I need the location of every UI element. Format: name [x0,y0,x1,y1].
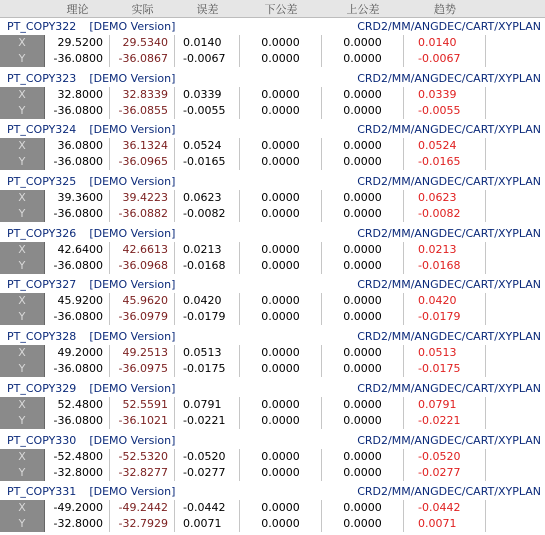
nominal-value: 36.0800 [45,138,110,154]
coordinate-mode: CRD2/MM/ANGDEC/CART/XYPLAN [357,330,541,344]
nominal-value: -52.4800 [45,449,110,465]
deviation-value: 0.0420 [175,293,240,309]
coordinate-mode: CRD2/MM/ANGDEC/CART/XYPLAN [357,278,541,292]
actual-value: -36.1021 [110,413,175,429]
row-filler [486,103,545,119]
row-filler [486,397,545,413]
trend-value: -0.0179 [404,309,486,325]
table-row[interactable] [0,103,545,119]
lower-tolerance-value: 0.0000 [240,206,322,222]
lower-tolerance-value: 0.0000 [240,397,322,413]
row-filler [486,413,545,429]
trend-value: 0.0339 [404,87,486,103]
deviation-value: -0.0055 [175,103,240,119]
table-row[interactable] [0,465,545,481]
point-block [0,328,545,380]
coordinate-mode: CRD2/MM/ANGDEC/CART/XYPLAN [357,381,541,395]
upper-tolerance-value: 0.0000 [322,190,404,206]
point-block [0,380,545,432]
coordinate-mode: CRD2/MM/ANGDEC/CART/XYPLAN [357,123,541,137]
point-name-group [7,70,175,87]
actual-value: -52.5320 [110,449,175,465]
axis-label: Y [0,516,45,532]
actual-value: -36.0968 [110,258,175,274]
axis-label: X [0,242,45,258]
axis-label: X [0,35,45,51]
axis-label: X [0,190,45,206]
coordinate-mode: CRD2/MM/ANGDEC/CART/XYPLAN [357,71,541,85]
actual-value: 39.4223 [110,190,175,206]
nominal-value: -36.0800 [45,103,110,119]
point-name[interactable]: PT_COPY326 [7,226,77,240]
nominal-value: 45.9200 [45,293,110,309]
lower-tolerance-value: 0.0000 [240,242,322,258]
table-row[interactable] [0,293,545,309]
axis-label: Y [0,51,45,67]
axis-label: X [0,449,45,465]
coordinate-mode: CRD2/MM/ANGDEC/CART/XYPLAN [357,485,541,499]
row-filler [486,154,545,170]
row-filler [486,190,545,206]
trend-value: 0.0791 [404,397,486,413]
table-row[interactable] [0,190,545,206]
nominal-value: -36.0800 [45,361,110,377]
trend-value: -0.0067 [404,51,486,67]
lower-tolerance-value: 0.0000 [240,293,322,309]
coordinate-mode: CRD2/MM/ANGDEC/CART/XYPLAN [357,433,541,447]
axis-label: X [0,500,45,516]
point-name-group [7,173,175,190]
measurement-list [0,18,545,535]
upper-tolerance-value: 0.0000 [322,345,404,361]
deviation-value: -0.0442 [175,500,240,516]
nominal-value: 49.2000 [45,345,110,361]
point-title [0,225,545,242]
row-filler [486,516,545,532]
actual-value: -36.0975 [110,361,175,377]
axis-label: X [0,345,45,361]
point-name-group [7,121,175,138]
lower-tolerance-value: 0.0000 [240,465,322,481]
actual-value: -36.0965 [110,154,175,170]
lower-tolerance-value: 0.0000 [240,361,322,377]
lower-tolerance-value: 0.0000 [240,35,322,51]
trend-value: 0.0071 [404,516,486,532]
actual-value: -32.8277 [110,465,175,481]
point-block [0,225,545,277]
actual-value: -49.2442 [110,500,175,516]
lower-tolerance-value: 0.0000 [240,309,322,325]
deviation-value: 0.0339 [175,87,240,103]
nominal-value: 39.3600 [45,190,110,206]
table-row[interactable] [0,87,545,103]
trend-value: 0.0140 [404,35,486,51]
trend-value: -0.0221 [404,413,486,429]
row-filler [486,345,545,361]
point-name-group [7,328,175,345]
deviation-value: -0.0520 [175,449,240,465]
nominal-value: -36.0800 [45,51,110,67]
column-header [0,0,545,18]
deviation-value: -0.0221 [175,413,240,429]
nominal-value: -49.2000 [45,500,110,516]
upper-tolerance-value: 0.0000 [322,500,404,516]
point-name-group [7,483,175,500]
table-row[interactable] [0,361,545,377]
lower-tolerance-value: 0.0000 [240,258,322,274]
header-upper-tol: 上公差 [346,2,380,16]
lower-tolerance-value: 0.0000 [240,138,322,154]
deviation-value: 0.0140 [175,35,240,51]
demo-version-tag: [DEMO Version] [89,278,176,292]
deviation-value: 0.0524 [175,138,240,154]
demo-version-tag: [DEMO Version] [89,433,176,447]
upper-tolerance-value: 0.0000 [322,413,404,429]
header-nominal: 理论 [66,2,89,16]
table-row[interactable] [0,206,545,222]
actual-value: 42.6613 [110,242,175,258]
axis-label: Y [0,309,45,325]
trend-value: -0.0442 [404,500,486,516]
point-title [0,483,545,500]
point-name-group [7,432,175,449]
coordinate-mode: CRD2/MM/ANGDEC/CART/XYPLAN [357,20,541,33]
demo-version-tag: [DEMO Version] [89,20,176,33]
upper-tolerance-value: 0.0000 [322,154,404,170]
axis-label: Y [0,206,45,222]
header-lower-tol: 下公差 [264,2,298,16]
upper-tolerance-value: 0.0000 [322,449,404,465]
axis-label: Y [0,103,45,119]
point-block [0,18,545,70]
deviation-value: 0.0213 [175,242,240,258]
row-filler [486,500,545,516]
deviation-value: 0.0791 [175,397,240,413]
trend-value: 0.0623 [404,190,486,206]
point-name-group [7,276,175,293]
upper-tolerance-value: 0.0000 [322,206,404,222]
actual-value: 52.5591 [110,397,175,413]
nominal-value: -36.0800 [45,206,110,222]
point-name[interactable]: PT_COPY330 [7,433,77,447]
point-name[interactable]: PT_COPY327 [7,278,77,292]
upper-tolerance-value: 0.0000 [322,35,404,51]
point-name[interactable]: PT_COPY324 [7,123,77,137]
table-row[interactable] [0,397,545,413]
trend-value: 0.0213 [404,242,486,258]
point-block [0,276,545,328]
trend-value: -0.0165 [404,154,486,170]
deviation-value: 0.0623 [175,190,240,206]
trend-value: -0.0277 [404,465,486,481]
actual-value: 49.2513 [110,345,175,361]
axis-label: X [0,138,45,154]
demo-version-tag: [DEMO Version] [89,330,176,344]
row-filler [486,449,545,465]
actual-value: -36.0979 [110,309,175,325]
point-title [0,328,545,345]
row-filler [486,361,545,377]
trend-value: -0.0520 [404,449,486,465]
demo-version-tag: [DEMO Version] [89,71,176,85]
actual-value: 32.8339 [110,87,175,103]
row-filler [486,35,545,51]
deviation-value: -0.0175 [175,361,240,377]
table-row[interactable] [0,138,545,154]
actual-value: 45.9620 [110,293,175,309]
demo-version-tag: [DEMO Version] [89,226,176,240]
nominal-value: -36.0800 [45,413,110,429]
upper-tolerance-value: 0.0000 [322,309,404,325]
lower-tolerance-value: 0.0000 [240,154,322,170]
point-name[interactable]: PT_COPY328 [7,330,77,344]
upper-tolerance-value: 0.0000 [322,51,404,67]
upper-tolerance-value: 0.0000 [322,138,404,154]
row-filler [486,293,545,309]
row-filler [486,51,545,67]
lower-tolerance-value: 0.0000 [240,516,322,532]
nominal-value: 52.4800 [45,397,110,413]
lower-tolerance-value: 0.0000 [240,500,322,516]
coordinate-mode: CRD2/MM/ANGDEC/CART/XYPLAN [357,175,541,189]
point-block [0,70,545,122]
trend-value: 0.0524 [404,138,486,154]
demo-version-tag: [DEMO Version] [89,485,176,499]
table-row[interactable] [0,51,545,67]
nominal-value: -36.0800 [45,258,110,274]
table-row[interactable] [0,516,545,532]
point-title [0,380,545,397]
trend-value: -0.0055 [404,103,486,119]
point-name[interactable]: PT_COPY325 [7,175,77,189]
row-filler [486,87,545,103]
lower-tolerance-value: 0.0000 [240,190,322,206]
table-row[interactable] [0,258,545,274]
point-name[interactable]: PT_COPY323 [7,71,77,85]
point-block [0,173,545,225]
point-title [0,173,545,190]
lower-tolerance-value: 0.0000 [240,51,322,67]
actual-value: 36.1324 [110,138,175,154]
nominal-value: -36.0800 [45,154,110,170]
axis-label: X [0,87,45,103]
nominal-value: 42.6400 [45,242,110,258]
nominal-value: -36.0800 [45,309,110,325]
nominal-value: 32.8000 [45,87,110,103]
row-filler [486,138,545,154]
point-name[interactable]: PT_COPY322 [7,20,77,33]
point-title [0,432,545,449]
point-name-group [7,18,175,35]
header-actual: 实际 [131,2,154,16]
point-name-group [7,380,175,397]
trend-value: -0.0082 [404,206,486,222]
deviation-value: -0.0277 [175,465,240,481]
axis-label: X [0,397,45,413]
upper-tolerance-value: 0.0000 [322,465,404,481]
row-filler [486,206,545,222]
demo-version-tag: [DEMO Version] [89,381,176,395]
actual-value: -32.7929 [110,516,175,532]
upper-tolerance-value: 0.0000 [322,87,404,103]
deviation-value: 0.0513 [175,345,240,361]
demo-version-tag: [DEMO Version] [89,123,176,137]
nominal-value: -32.8000 [45,516,110,532]
table-row[interactable] [0,345,545,361]
trend-value: 0.0420 [404,293,486,309]
deviation-value: -0.0067 [175,51,240,67]
axis-label: Y [0,465,45,481]
upper-tolerance-value: 0.0000 [322,397,404,413]
table-row[interactable] [0,449,545,465]
actual-value: 29.5340 [110,35,175,51]
trend-value: -0.0168 [404,258,486,274]
point-title [0,18,545,35]
point-title [0,70,545,87]
upper-tolerance-value: 0.0000 [322,103,404,119]
table-row[interactable] [0,500,545,516]
deviation-value: 0.0071 [175,516,240,532]
point-block [0,483,545,535]
row-filler [486,258,545,274]
row-filler [486,309,545,325]
upper-tolerance-value: 0.0000 [322,258,404,274]
point-title [0,121,545,138]
deviation-value: -0.0165 [175,154,240,170]
lower-tolerance-value: 0.0000 [240,345,322,361]
axis-label: Y [0,258,45,274]
upper-tolerance-value: 0.0000 [322,293,404,309]
upper-tolerance-value: 0.0000 [322,361,404,377]
table-row[interactable] [0,35,545,51]
nominal-value: 29.5200 [45,35,110,51]
actual-value: -36.0867 [110,51,175,67]
deviation-value: -0.0168 [175,258,240,274]
table-row[interactable] [0,242,545,258]
upper-tolerance-value: 0.0000 [322,516,404,532]
nominal-value: -32.8000 [45,465,110,481]
row-filler [486,465,545,481]
trend-value: -0.0175 [404,361,486,377]
axis-label: Y [0,413,45,429]
lower-tolerance-value: 0.0000 [240,413,322,429]
coordinate-mode: CRD2/MM/ANGDEC/CART/XYPLAN [357,226,541,240]
axis-label: X [0,293,45,309]
point-title [0,276,545,293]
lower-tolerance-value: 0.0000 [240,103,322,119]
table-row[interactable] [0,154,545,170]
header-deviation: 误差 [196,2,219,16]
header-trend: 趋势 [434,2,456,16]
point-name[interactable]: PT_COPY329 [7,381,77,395]
deviation-value: -0.0082 [175,206,240,222]
lower-tolerance-value: 0.0000 [240,449,322,465]
actual-value: -36.0882 [110,206,175,222]
point-name[interactable]: PT_COPY331 [7,485,77,499]
upper-tolerance-value: 0.0000 [322,242,404,258]
point-name-group [7,225,175,242]
point-block [0,121,545,173]
lower-tolerance-value: 0.0000 [240,87,322,103]
table-row[interactable] [0,413,545,429]
demo-version-tag: [DEMO Version] [89,175,176,189]
deviation-value: -0.0179 [175,309,240,325]
table-row[interactable] [0,309,545,325]
trend-value: 0.0513 [404,345,486,361]
actual-value: -36.0855 [110,103,175,119]
axis-label: Y [0,154,45,170]
axis-label: Y [0,361,45,377]
row-filler [486,242,545,258]
point-block [0,432,545,484]
